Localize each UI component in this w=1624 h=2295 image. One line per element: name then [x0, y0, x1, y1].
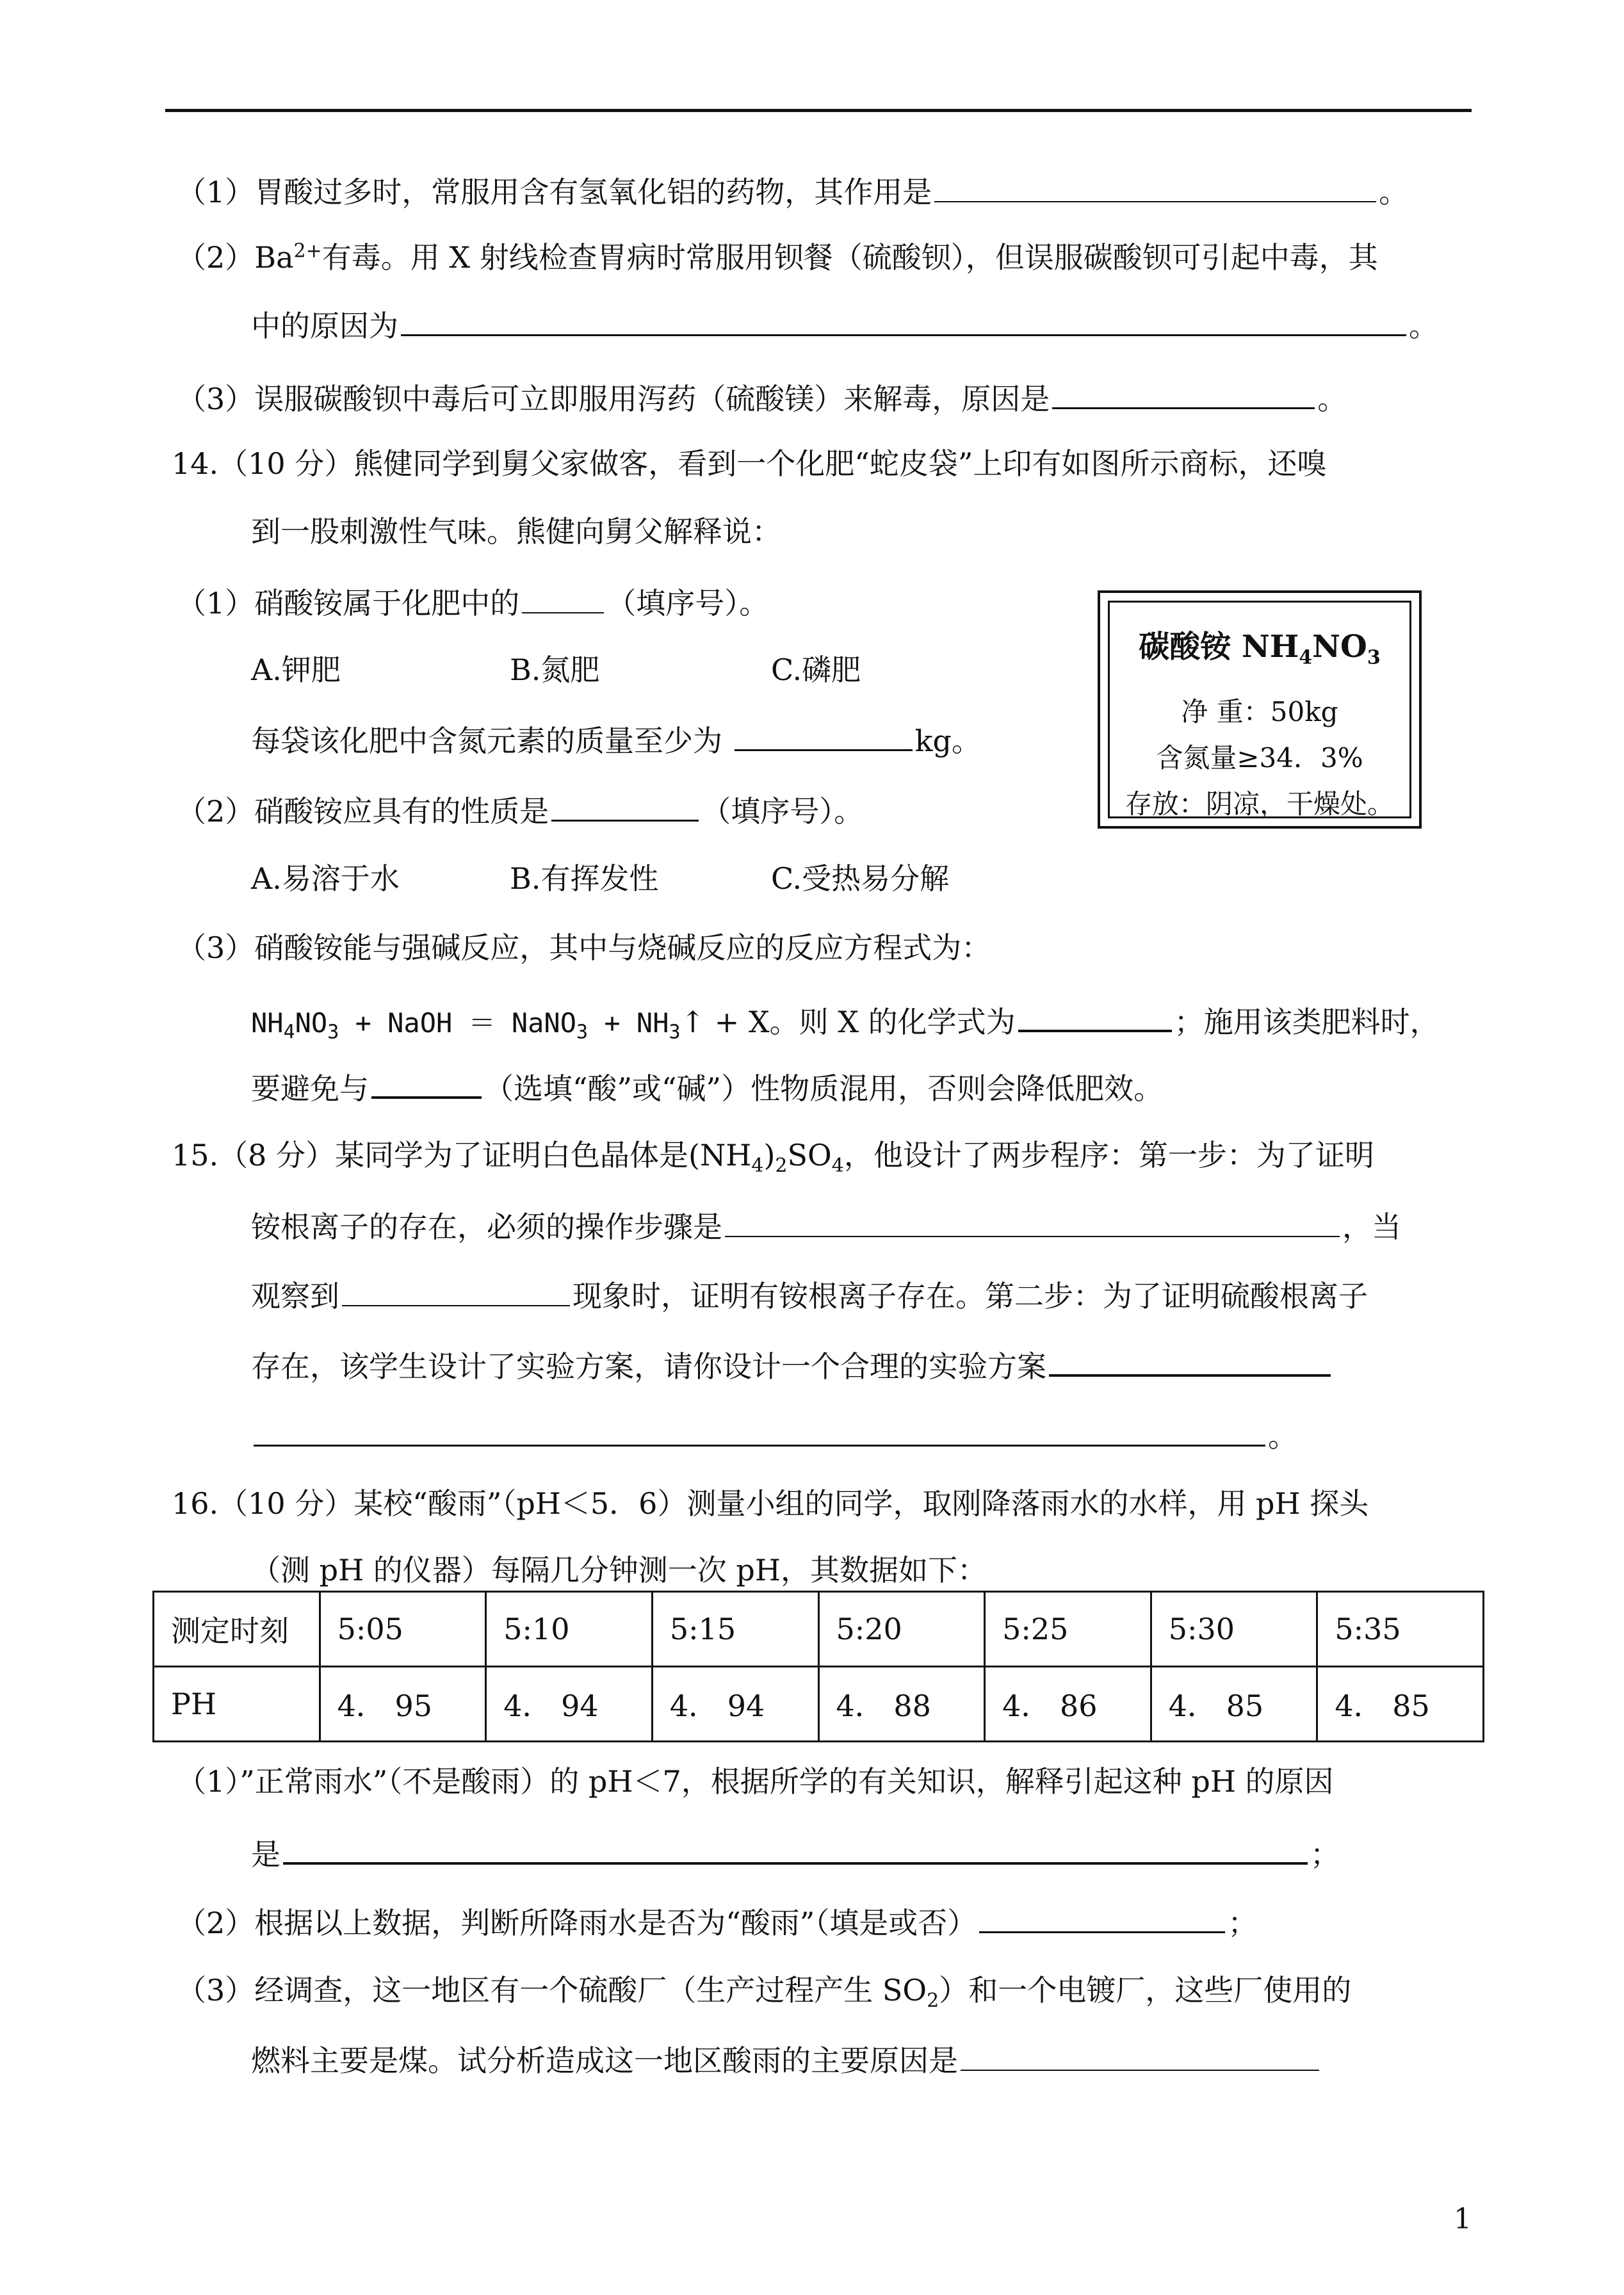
answer-blank[interactable]: [401, 305, 1406, 336]
q14-option2-c: C.受热易分解: [771, 861, 950, 896]
answer-blank[interactable]: [1018, 1000, 1172, 1032]
table-cell: 5:35: [1317, 1592, 1484, 1667]
table-cell: 4． 94: [652, 1667, 818, 1742]
table-row: [154, 1592, 1484, 1667]
label-storage: 存放：阴凉，干燥处。: [1125, 788, 1394, 820]
answer-blank[interactable]: [254, 1415, 1265, 1447]
table-cell: 测定时刻: [154, 1592, 320, 1667]
table-row: [154, 1667, 1484, 1742]
q16-line2: （测 pH 的仪器）每隔几分钟测一次 pH，其数据如下：: [251, 1553, 987, 1587]
answer-blank[interactable]: [1052, 378, 1315, 409]
q14-option-a: A.钾肥: [251, 653, 341, 687]
table-cell: 5:10: [486, 1592, 653, 1667]
table-cell: 5:20: [818, 1592, 985, 1667]
q16-part3: （3）经调查，这一地区有一个硫酸厂（生产过程产生 $SO_2$）和一个电镀厂，这些厂使用的: [177, 1973, 1352, 2013]
label-title: 碳酸铵 $NH_4NO_3$: [1139, 629, 1381, 669]
q14-part2: （2）硝酸铵应具有的性质是 （填序号）。: [177, 790, 863, 831]
q16-part1-cont: 是 ；: [251, 1833, 1340, 1874]
answer-blank[interactable]: [979, 1902, 1225, 1933]
table-cell: 4． 88: [818, 1667, 985, 1742]
q14-option-c: C.磷肥: [771, 653, 861, 687]
table-cell: 4． 85: [1151, 1667, 1317, 1742]
q16-part2: （2）根据以上数据，判断所降雨水是否为“酸雨”（填是或否） ；: [177, 1902, 1257, 1942]
answer-blank[interactable]: [371, 1067, 482, 1099]
q15-line3: 观察到 现象时，证明有铵根离子存在。第二步：为了证明硫酸根离子: [251, 1276, 1368, 1315]
table-cell: 5:30: [1151, 1592, 1317, 1667]
q15-line4: 存在，该学生设计了实验方案，请你设计一个合理的实验方案: [251, 1345, 1333, 1386]
q15-line2: 铵根离子的存在，必须的操作步骤是 ，当: [251, 1206, 1401, 1246]
q15-line1: 15.（8 分）某同学为了证明白色晶体是$(NH_4)_2SO_4$，他设计了两步程序：第一步：为了证明: [172, 1138, 1374, 1178]
fertilizer-label-inner: [1108, 601, 1411, 818]
header-rule: [165, 109, 1472, 112]
q14-part1: （1）硝酸铵属于化肥中的 （填序号）。: [177, 583, 768, 622]
answer-blank[interactable]: [961, 2040, 1319, 2071]
table-cell: PH: [154, 1667, 320, 1742]
q14-equation: $NH_4NO_3$ + NaOH ＝ NaNO$_3$ + $NH_3↑ + X$。则 X 的化学式为 ；施用该类肥料时，: [251, 1000, 1440, 1042]
answer-blank[interactable]: [735, 720, 913, 751]
q14-option2-b: B.有挥发性: [510, 861, 659, 896]
table-cell: 4． 95: [320, 1667, 486, 1742]
q13-part3: （3）误服碳酸钡中毒后可立即服用泻药（硫酸镁）来解毒，原因是 。: [177, 378, 1347, 418]
table-cell: 4． 85: [1317, 1667, 1484, 1742]
q14-line1: 14.（10 分）熊健同学到舅父家做客，看到一个化肥“蛇皮袋”上印有如图所示商标，还嗅: [172, 446, 1327, 481]
answer-blank[interactable]: [283, 1833, 1308, 1865]
q14-mass: 每袋该化肥中含氮元素的质量至少为 kg。: [251, 720, 981, 760]
answer-blank[interactable]: [342, 1276, 570, 1306]
q14-line2: 到一股刺激性气味。熊健向舅父解释说：: [251, 514, 781, 549]
q14-avoid: 要避免与 （选填“酸”或“碱”）性物质混用，否则会降低肥效。: [251, 1067, 1163, 1108]
q15-line5: 。: [251, 1415, 1297, 1456]
q14-option-b: B.氮肥: [510, 653, 600, 687]
q13-part2-cont: 中的原因为 。: [251, 305, 1438, 345]
q13-part2: $(2)Ba^{2+}$有毒。用 X 射线检查胃病时常服用钡餐（硫酸钡），但误服碳酸钡可引起中毒，其: [177, 239, 1378, 275]
answer-blank[interactable]: [934, 172, 1376, 202]
q14-part3: （3）硝酸铵能与强碱反应，其中与烧碱反应的反应方程式为：: [177, 930, 991, 965]
label-weight: 净 重：50kg: [1181, 696, 1338, 727]
answer-blank[interactable]: [725, 1206, 1340, 1237]
table-cell: 4． 86: [985, 1667, 1151, 1742]
table-cell: 5:05: [320, 1592, 486, 1667]
label-nitrogen: 含氮量≥34．3%: [1156, 742, 1363, 774]
table-cell: 4． 94: [486, 1667, 653, 1742]
q16-part3-cont: 燃料主要是煤。试分析造成这一地区酸雨的主要原因是: [251, 2040, 1322, 2080]
answer-blank[interactable]: [522, 583, 604, 613]
answer-blank[interactable]: [551, 790, 699, 822]
q16-line1: 16.（10 分）某校“酸雨”（pH＜5．6）测量小组的同学，取刚降落雨水的水样，用 pH 探头: [172, 1486, 1369, 1521]
q16-part1: （1）”正常雨水”（不是酸雨）的 pH＜7，根据所学的有关知识，解释引起这种 pH 的原因: [177, 1764, 1334, 1799]
table-cell: 5:15: [652, 1592, 818, 1667]
fertilizer-label-box: [1098, 590, 1422, 829]
ph-data-table: [152, 1591, 1484, 1742]
q13-part1: （1）胃酸过多时，常服用含有氢氧化铝的药物，其作用是 。: [177, 172, 1408, 211]
page-number: 1: [1454, 2203, 1472, 2235]
q14-option2-a: A.易溶于水: [251, 861, 400, 896]
table-cell: 5:25: [985, 1592, 1151, 1667]
answer-blank[interactable]: [1049, 1345, 1331, 1377]
